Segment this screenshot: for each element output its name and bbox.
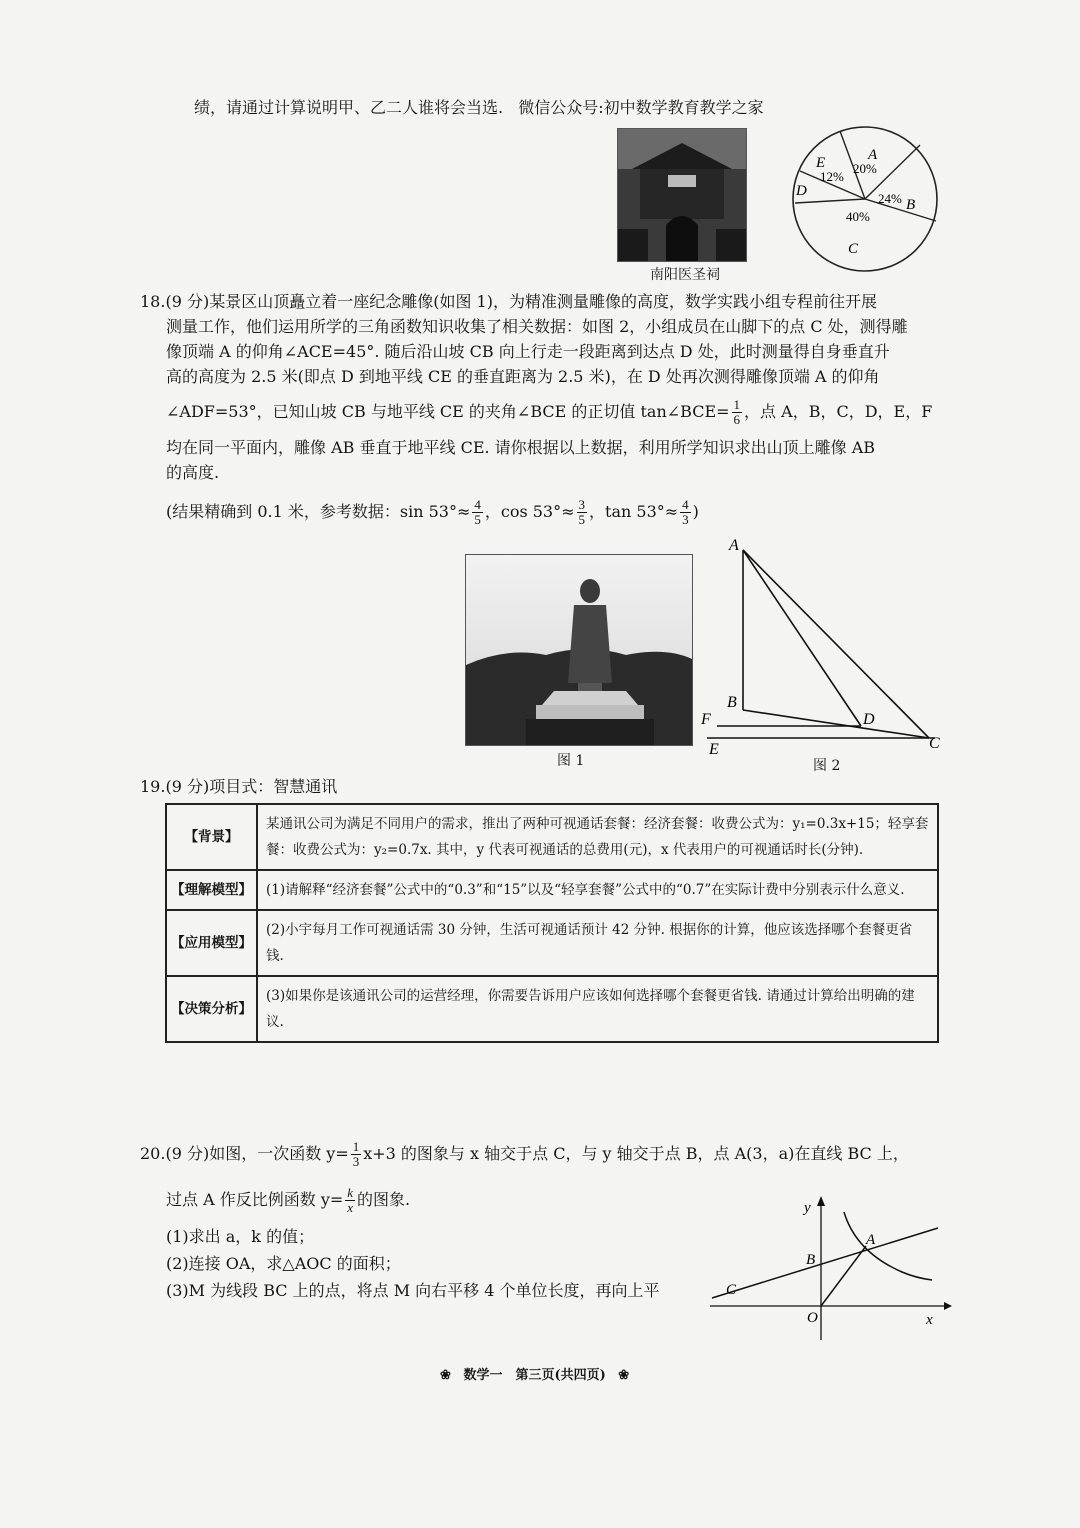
pie-percent-a: 20% <box>853 161 877 176</box>
slope-fraction <box>351 1140 362 1169</box>
q18-line-4: 高的高度为 2.5 米(即点 D 到地平线 CE 的垂直距离为 2.5 米)，在 D 处再次测得雕像顶端 A 的仰角 <box>166 367 880 386</box>
flower-icon: ❀ <box>440 1368 451 1383</box>
x-den: x <box>347 1200 354 1215</box>
q18-line-6: 均在同一平面内，雕像 AB 垂直于地平线 CE. 请你根据以上数据，利用所学知识求出山顶上雕像 AB <box>166 438 876 457</box>
cos-fraction <box>577 498 588 527</box>
q20-sub-2: (2)连接 OA，求△AOC 的面积； <box>166 1254 401 1273</box>
pie-label-d: D <box>796 183 807 199</box>
pie-label-a: A <box>868 147 878 163</box>
segment-ac <box>743 550 929 738</box>
row-head-background: 【背景】 <box>166 804 257 870</box>
page-footer <box>440 1364 629 1383</box>
graph-label-y: y <box>804 1200 811 1216</box>
segment-oa <box>821 1246 866 1306</box>
row-text-apply: (2)小宇每月工作可视通话需 30 分钟，生活可视通话预计 42 分钟. 根据你的计算，他应该选择哪个套餐更省钱. <box>257 910 938 976</box>
fig1-caption: 图 1 <box>557 753 585 769</box>
ref-text-c: ，tan 53°≈ <box>589 502 679 521</box>
tan-fraction <box>732 398 743 427</box>
q20-graph <box>706 1190 956 1350</box>
row-head-understand: 【理解模型】 <box>166 870 257 910</box>
flower-icon: ❀ <box>618 1368 630 1383</box>
q17-tail-line <box>194 97 764 119</box>
pie-percent-b: 24% <box>878 191 902 206</box>
ref-text-b: ，cos 53°≈ <box>484 502 575 521</box>
tan53-fraction <box>680 498 691 527</box>
q17-tail-text: 绩，请通过计算说明甲、乙二人谁将会当选. <box>194 98 504 117</box>
statue-photo-drawing <box>466 555 692 745</box>
pie-percent-e: 12% <box>820 169 844 184</box>
sin-fraction <box>472 498 483 527</box>
row-text-background: 某通讯公司为满足不同用户的需求，推出了两种可视通话套餐：经济套餐：收费公式为：y₁=0.3x+15；轻享套餐：收费公式为：y₂=0.7x. 其中，y 代表可视通话的总费用(元)，x 代表用户的可视通话时长(分钟). <box>257 804 938 870</box>
x-axis-arrow <box>944 1302 952 1310</box>
table-row <box>166 910 938 976</box>
y-axis-arrow <box>817 1196 825 1206</box>
sin-den: 5 <box>474 512 481 527</box>
fig2-label-f: F <box>701 711 711 728</box>
graph-label-b: B <box>806 1252 816 1268</box>
q19-table <box>165 803 939 1043</box>
q18-line-2: 测量工作，他们运用所学的三角函数知识收集了相关数据：如图 2，小组成员在山脚下的点 C 处，测得雕 <box>166 317 908 336</box>
shrine-photo <box>617 128 747 262</box>
q18-line-3: 像顶端 A 的仰角∠ACE=45°. 随后沿山坡 CB 向上行走一段距离到达点 D 处，此时测量得自身垂直升 <box>166 342 890 361</box>
tan53-num: 4 <box>682 497 689 512</box>
fig2-label-c: C <box>929 735 940 752</box>
pie-label-e: E <box>816 155 826 171</box>
fig2-caption: 图 2 <box>813 758 841 774</box>
ref-text-d: ) <box>692 502 699 521</box>
row-text-decision: (3)如果你是该通讯公司的运营经理，你需要告诉用户应该如何选择哪个套餐更省钱. 请通过计算给出明确的建议. <box>257 976 938 1042</box>
statue-photo <box>465 554 693 746</box>
line-bc <box>712 1228 938 1298</box>
q20-line-1 <box>140 1140 909 1169</box>
table-row <box>166 976 938 1042</box>
q20-line-2-b: 的图象. <box>357 1190 411 1209</box>
graph-label-x: x <box>926 1312 933 1328</box>
row-head-apply: 【应用模型】 <box>166 910 257 976</box>
q20-line-2 <box>166 1186 410 1215</box>
fig2-diagram <box>695 530 955 780</box>
graph-label-a: A <box>866 1232 876 1248</box>
cos-den: 5 <box>578 512 586 527</box>
table-row <box>166 804 938 870</box>
fig2-label-b: B <box>727 694 737 711</box>
pie-percent-c: 40% <box>846 209 870 224</box>
q18-line-5-text-a: ∠ADF=53°，已知山坡 CB 与地平线 CE 的夹角∠BCE 的正切值 tan∠BCE= <box>166 402 730 421</box>
pie-label-c: C <box>848 241 859 257</box>
q19-title: 19.(9 分)项目式：智慧通讯 <box>140 777 338 796</box>
sin-num: 4 <box>474 497 481 512</box>
pie-divider-cd <box>795 199 865 203</box>
fig2-label-a: A <box>729 537 739 554</box>
slope-num: 1 <box>352 1139 360 1154</box>
pie-chart <box>790 123 940 275</box>
shrine-caption: 南阳医圣祠 <box>650 267 720 283</box>
k-num: k <box>347 1185 354 1200</box>
row-text-understand: (1)请解释“经济套餐”公式中的“0.3”和“15”以及“轻享套餐”公式中的“0.7”在实际计费中分别表示什么意义. <box>257 870 938 910</box>
q19-table-wrapper <box>165 803 939 1043</box>
k-over-x-fraction <box>345 1186 355 1215</box>
pie-label-b: B <box>906 197 916 213</box>
watermark-text: 微信公众号:初中数学教育教学之家 <box>518 98 764 117</box>
q20-line-1-a: 20.(9 分)如图，一次函数 y= <box>140 1144 349 1163</box>
q18-line-1: 18.(9 分)某景区山顶矗立着一座纪念雕像(如图 1)，为精准测量雕像的高度，数学实践小组专程前往开展 <box>140 292 877 311</box>
graph-label-c: C <box>726 1282 737 1298</box>
q18-line-5-text-b: ，点 A，B，C，D，E，F <box>744 402 933 421</box>
segment-ad <box>743 550 861 726</box>
q20-sub-3: (3)M 为线段 BC 上的点，将点 M 向右平移 4 个单位长度，再向上平 <box>166 1281 660 1300</box>
q20-line-1-b: x+3 的图象与 x 轴交于点 C，与 y 轴交于点 B，点 A(3，a)在直线 BC 上， <box>363 1144 909 1163</box>
ref-text-a: (结果精确到 0.1 米，参考数据：sin 53°≈ <box>166 502 471 521</box>
graph-label-o: O <box>807 1310 818 1326</box>
q20-line-2-a: 过点 A 作反比例函数 y= <box>166 1190 344 1209</box>
q18-reference-data <box>166 498 699 527</box>
slope-den: 3 <box>352 1154 360 1169</box>
table-row <box>166 870 938 910</box>
segment-bc-slope <box>743 710 929 738</box>
cos-num: 3 <box>578 497 586 512</box>
shrine-photo-drawing <box>618 129 746 261</box>
tan-fraction-den: 6 <box>733 412 741 427</box>
tan-fraction-num: 1 <box>733 397 741 412</box>
tan53-den: 3 <box>682 512 689 527</box>
footer-text: 数学一 第三页(共四页) <box>463 1368 606 1383</box>
q18-line-7: 的高度. <box>166 463 220 482</box>
fig2-label-e: E <box>709 741 719 758</box>
row-head-decision: 【决策分析】 <box>166 976 257 1042</box>
q20-sub-1: (1)求出 a，k 的值； <box>166 1227 315 1246</box>
q18-line-5 <box>166 398 932 427</box>
fig2-label-d: D <box>863 711 875 728</box>
hyperbola-curve <box>844 1212 932 1280</box>
